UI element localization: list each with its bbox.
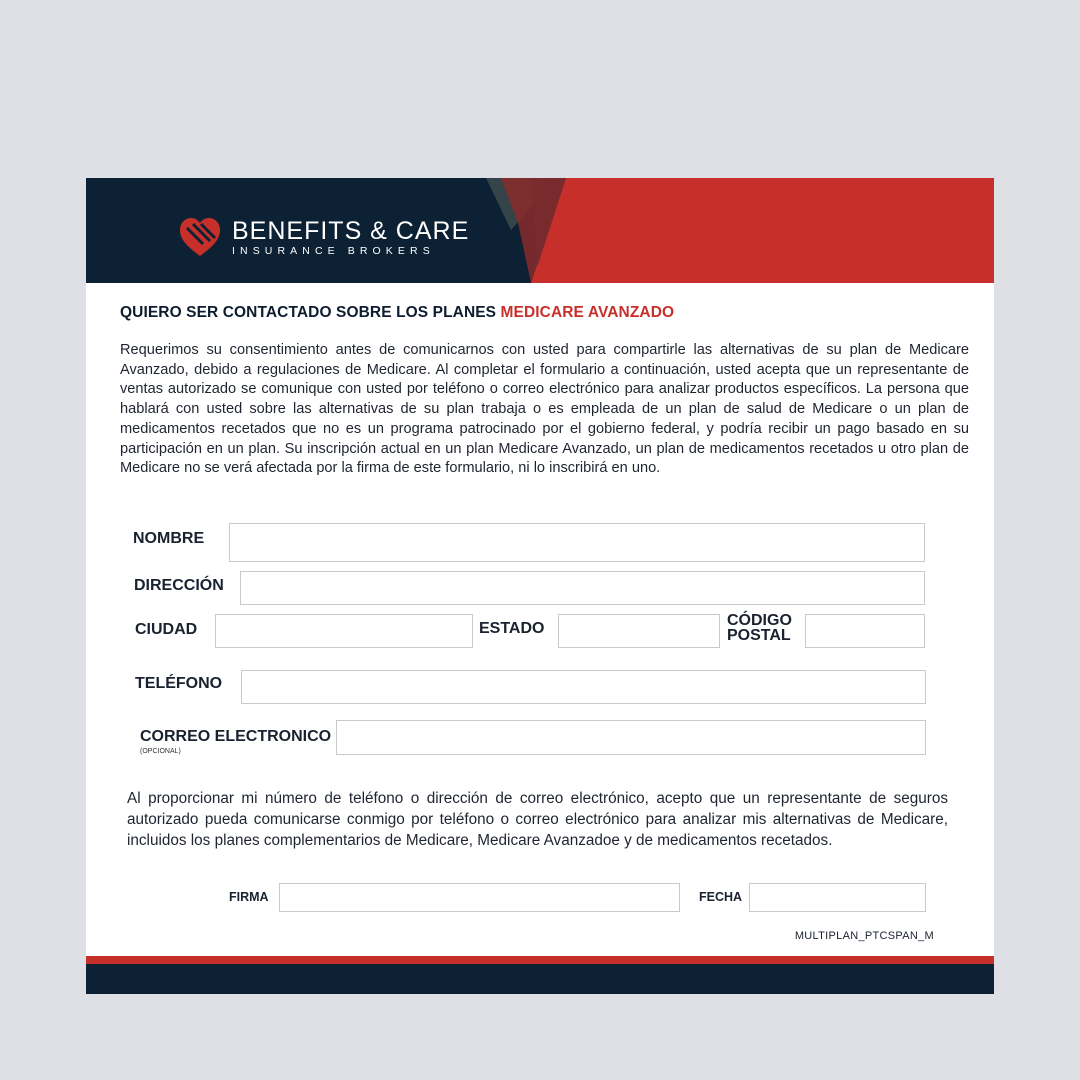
heart-stripes-icon <box>178 216 222 260</box>
fecha-label: FECHA <box>699 890 743 904</box>
codigo-postal-field[interactable] <box>805 614 925 648</box>
correo-label: CORREO ELECTRONICO <box>140 728 332 745</box>
agreement-paragraph: Al proporcionar mi número de teléfono o dirección de correo electrónico, acepto que un representante de seguros autorizado pueda comunicarse conmigo por teléfono o correo electrónico para analizar mis alternativas de Medicare, incluidos los planes complementarios de Medicare, Medicare Avanzadoe y de medicamentos recetados. <box>127 790 948 849</box>
codigo-postal-label-line2: POSTAL <box>727 627 791 644</box>
consent-paragraph: Requerimos su consentimiento antes de comunicarnos con usted para compartirle las alternativas de su plan de Medicare Avanzado, debido a regulaciones de Medicare. Al completar el formulario a continuación, usted acepta que un representante de ventas autorizado se comunique con usted por teléfono o correo electrónico para analizar productos específicos. La persona que hablará con usted sobre las alternativas de su plan trabaja o es empleada de un plan de salud de Medicare o un plan de medicamentos recetados que no es un programa patrocinado por el gobierno federal, y podría recibir un pago basado en su participación en un plan. Su inscripción actual en un plan Medicare Avanzado, un plan de medicamentos recetados u otro plan de Medicare no se verá afectada por la firma de este formulario, ni lo inscribirá en uno. <box>120 342 969 477</box>
telefono-label: TELÉFONO <box>135 675 223 692</box>
heading-prefix: QUIERO SER CONTACTADO SOBRE LOS PLANES <box>120 304 501 321</box>
estado-label: ESTADO <box>479 620 545 637</box>
footer-red-stripe <box>86 956 994 964</box>
form-code: MULTIPLAN_PTCSPAN_M <box>794 930 934 942</box>
fecha-field[interactable] <box>749 883 926 912</box>
footer-navy-band <box>86 964 994 994</box>
brand-subtitle: INSURANCE BROKERS <box>232 245 435 257</box>
correo-field[interactable] <box>336 720 926 755</box>
heading-highlight: MEDICARE AVANZADO <box>500 304 675 321</box>
brand-logo <box>178 216 469 260</box>
ciudad-field[interactable] <box>215 614 473 648</box>
firma-label: FIRMA <box>229 890 269 904</box>
correo-optional-note: (OPCIONAL) <box>140 748 181 755</box>
direccion-field[interactable] <box>240 571 925 605</box>
consent-form-card <box>86 178 994 994</box>
firma-field[interactable] <box>279 883 680 912</box>
brand-name: BENEFITS & CARE <box>232 217 470 245</box>
codigo-postal-label-line1: CÓDIGO <box>727 612 792 629</box>
telefono-field[interactable] <box>241 670 926 704</box>
direccion-label: DIRECCIÓN <box>134 577 224 594</box>
nombre-label: NOMBRE <box>133 530 205 547</box>
nombre-field[interactable] <box>229 523 925 562</box>
estado-field[interactable] <box>558 614 720 648</box>
form-heading <box>120 304 674 322</box>
form-header <box>86 178 994 283</box>
codigo-postal-label <box>727 613 792 643</box>
ciudad-label: CIUDAD <box>135 621 198 638</box>
